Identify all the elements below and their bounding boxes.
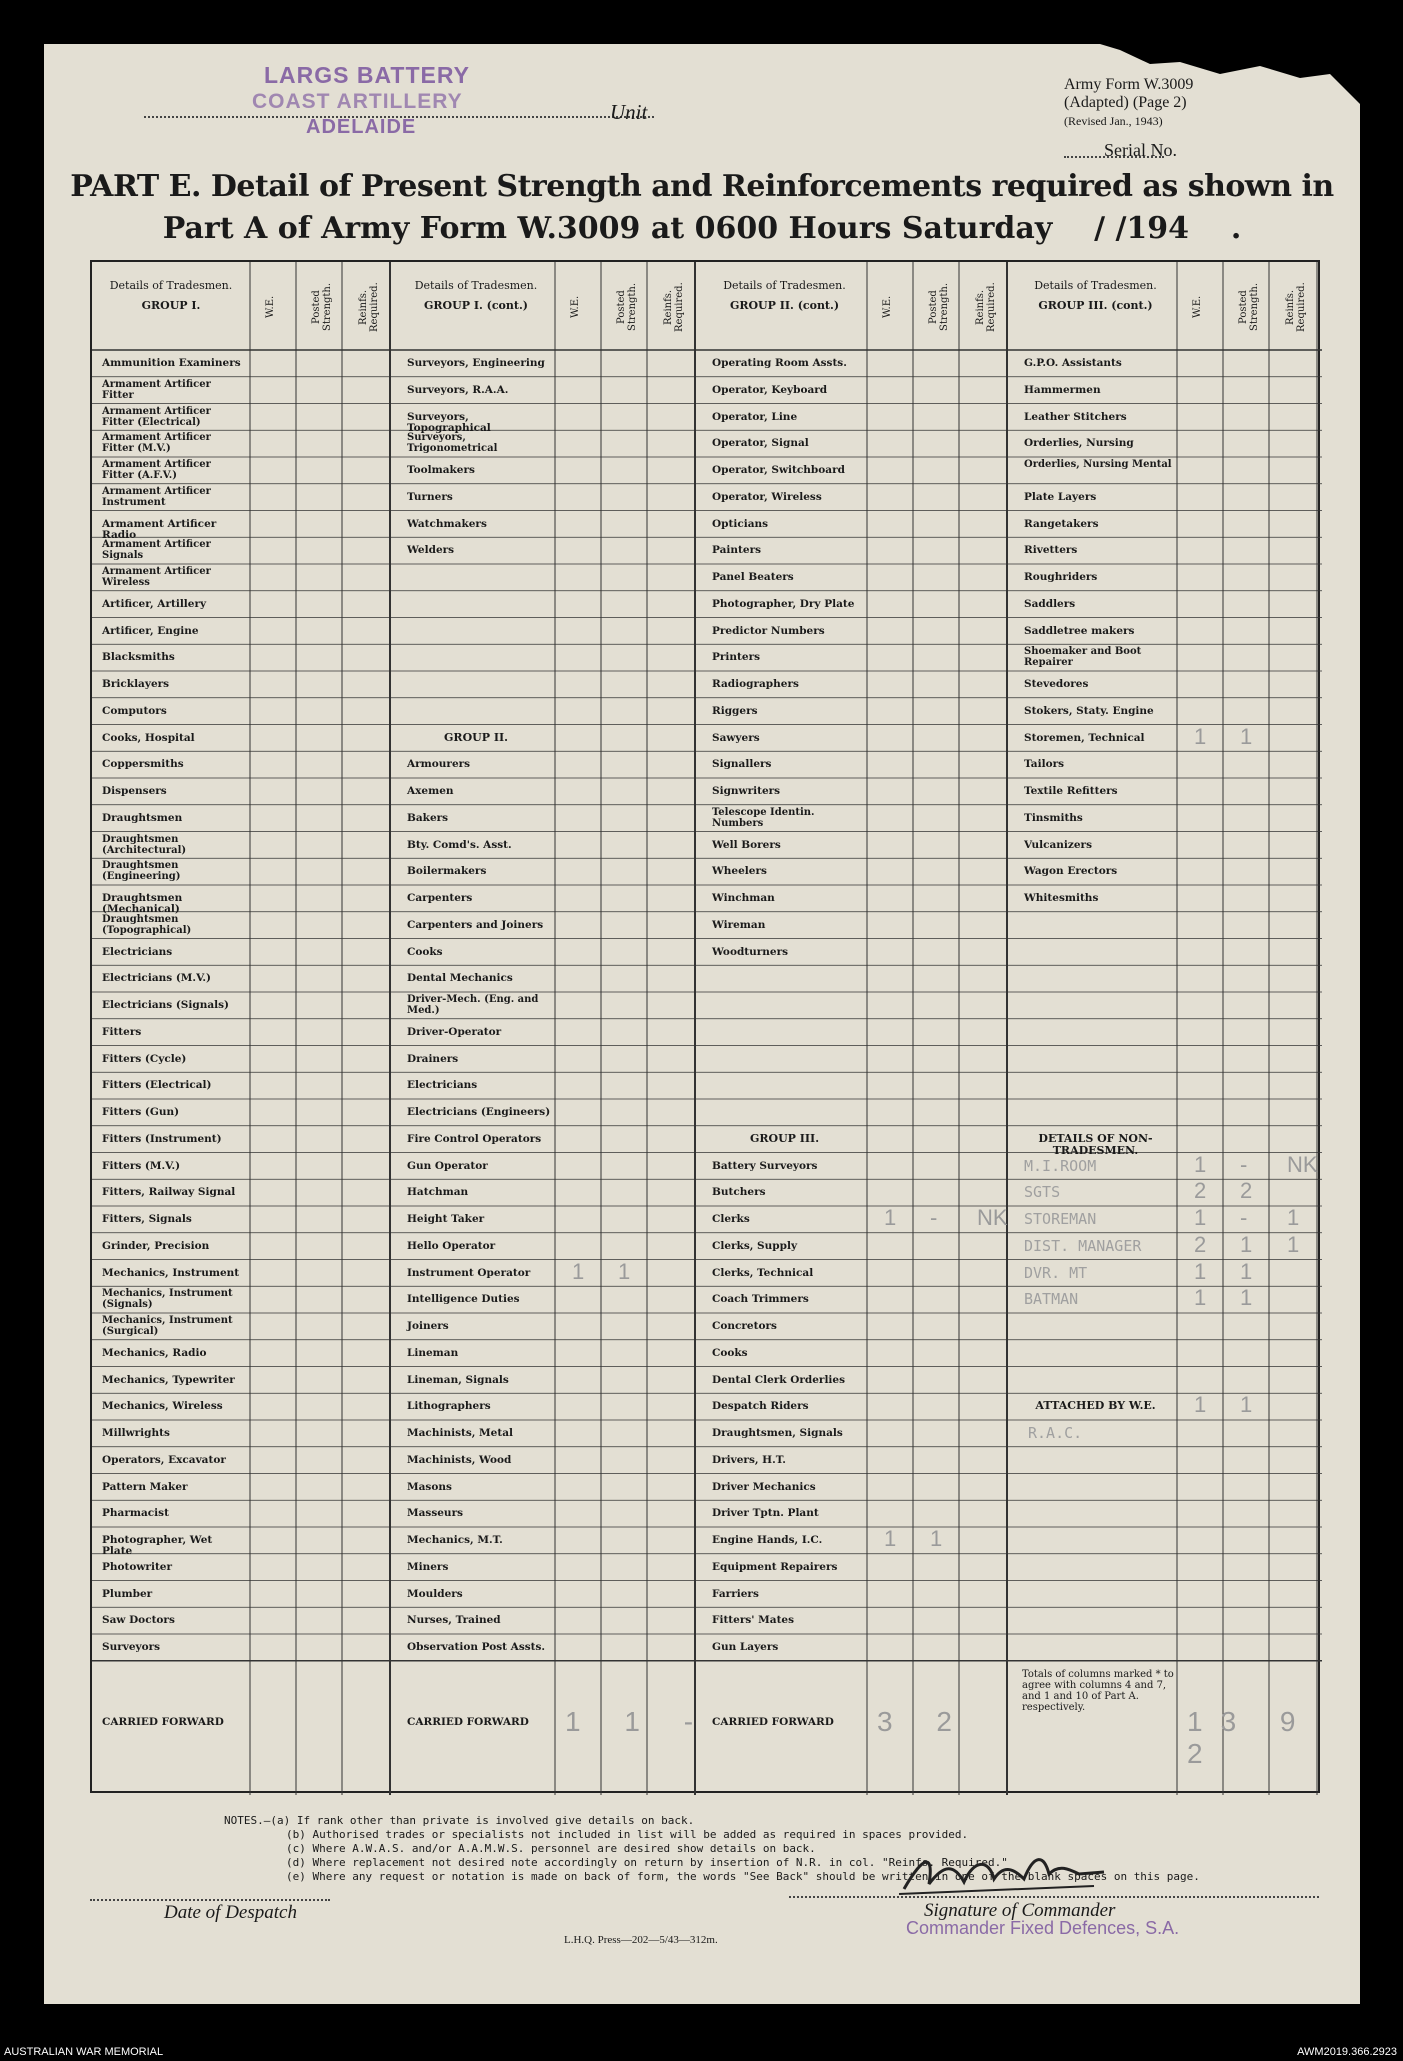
- trade-label: Electricians: [102, 945, 173, 958]
- trade-label: Grinder, Precision: [102, 1239, 210, 1252]
- group-heading: GROUP II.: [444, 730, 508, 744]
- trade-label: Wheelers: [712, 865, 767, 878]
- trade-label: Fitters (M.V.): [102, 1159, 181, 1172]
- handwritten-entry: 1: [1194, 723, 1207, 749]
- column-header-we: W.E.: [570, 295, 581, 319]
- handwritten-entry: 1: [1194, 1285, 1207, 1311]
- trade-label: Artificer, Engine: [102, 624, 199, 637]
- trade-label: Clerks: [712, 1213, 750, 1225]
- handwritten-attached: R.A.C.: [1028, 1424, 1083, 1442]
- handwritten-entry: 1: [1240, 1258, 1253, 1284]
- unit-stamp-line3: ADELAIDE: [306, 116, 417, 138]
- form-ref-line3: (Revised Jan., 1943): [1064, 114, 1163, 128]
- trade-label: Rangetakers: [1024, 517, 1099, 530]
- trade-label: Battery Surveyors: [712, 1159, 818, 1172]
- trade-label: Artificer, Artillery: [102, 597, 207, 610]
- trade-label: Operator, Line: [712, 410, 798, 423]
- column-header-we: W.E.: [265, 295, 276, 319]
- trade-label: Armament Artificer Radio: [102, 517, 217, 541]
- handwritten-entry: NK: [977, 1205, 1008, 1230]
- handwritten-nontradesman: M.I.ROOM: [1024, 1156, 1097, 1175]
- handwritten-entry: 2: [1194, 1231, 1207, 1257]
- trade-label: Draughtsmen (Topographical): [102, 913, 192, 936]
- footer-left: AUSTRALIAN WAR MEMORIAL: [4, 2046, 164, 2058]
- trade-label: Computors: [102, 704, 167, 717]
- trade-label: Surveyors, Trigonometrical: [407, 432, 498, 455]
- trade-label: Cooks: [712, 1346, 748, 1359]
- trade-label: Draughtsmen, Signals: [712, 1427, 843, 1439]
- carried-forward-label: CARRIED FORWARD: [102, 1715, 224, 1728]
- handwritten-entry: 1: [1194, 1151, 1207, 1177]
- trade-label: Plumber: [102, 1587, 153, 1600]
- handwritten-entry: 1: [930, 1526, 943, 1551]
- unit-stamp-line1: LARGS BATTERY: [264, 62, 470, 88]
- unit-label: Unit: [610, 100, 648, 124]
- press-mark: L.H.Q. Press—202—5/43—312m.: [564, 1934, 718, 1946]
- handwritten-nontradesman: STOREMAN: [1024, 1210, 1097, 1228]
- note-e: (e) Where any request or notation is made on back of form, the words "See Back" should be written in one of the blank spaces on this page.: [286, 1870, 1200, 1883]
- trade-label: Watchmakers: [407, 517, 487, 530]
- trade-label: Cooks, Hospital: [102, 731, 195, 744]
- note-a: NOTES.—(a) If rank other than private is involved give details on back.: [224, 1814, 695, 1827]
- trade-label: Photographer, Wet Plate: [102, 1534, 213, 1557]
- trade-label: Coppersmiths: [102, 758, 184, 771]
- trade-label: Ammunition Examiners: [102, 357, 241, 369]
- handwritten-entry: 1: [884, 1205, 897, 1230]
- trade-label: Dental Mechanics: [407, 972, 513, 985]
- title-period: .: [1230, 211, 1242, 246]
- trade-label: Fitters (Gun): [102, 1106, 180, 1118]
- trade-label: Wagon Erectors: [1024, 865, 1118, 878]
- note-c: (c) Where A.W.A.S. and/or A.A.M.W.S. personnel are desired show details on back.: [286, 1842, 816, 1855]
- title-line2-text: Part A of Army Form W.3009 at 0600 Hours Saturday: [162, 211, 1053, 246]
- handwritten-entry: 1: [884, 1526, 897, 1551]
- trade-label: Photowriter: [102, 1560, 173, 1573]
- header-details-text: Details of Tradesmen.: [1034, 279, 1157, 292]
- trade-label: Masseurs: [407, 1507, 464, 1520]
- trade-label: Surveyors: [102, 1641, 161, 1653]
- trade-label: Coach Trimmers: [712, 1293, 809, 1306]
- trade-label: Tailors: [1024, 758, 1065, 771]
- signature-line: [789, 1896, 1319, 1898]
- trade-label: Masons: [407, 1480, 452, 1493]
- trade-label: Photographer, Dry Plate: [712, 597, 855, 610]
- trade-label: Winchman: [712, 892, 775, 904]
- trade-label: Mechanics, Instrument (Signals): [102, 1288, 233, 1311]
- trade-label: Height Taker: [407, 1213, 485, 1225]
- trade-label: Signallers: [712, 758, 772, 771]
- trade-label: Bakers: [407, 811, 449, 824]
- trade-label: Electricians (M.V.): [102, 972, 212, 985]
- trade-label: Engine Hands, I.C.: [712, 1534, 823, 1546]
- trade-label: Mechanics, Wireless: [102, 1400, 223, 1413]
- handwritten-nontradesman: DIST. MANAGER: [1024, 1236, 1142, 1255]
- trade-label: Observation Post Assts.: [407, 1641, 546, 1653]
- commander-signature: [894, 1844, 1114, 1904]
- handwritten-entry: 1: [1240, 723, 1253, 749]
- handwritten-entry: -: [1240, 1205, 1248, 1230]
- trade-label: Armament Artificer Fitter (M.V.): [102, 432, 211, 455]
- form-page: [44, 44, 1360, 2004]
- trade-label: Millwrights: [102, 1427, 170, 1439]
- column-header-details: [92, 280, 250, 312]
- trade-label: Driver Tptn. Plant: [712, 1507, 819, 1520]
- handwritten-carried-forward: 1 1 -: [565, 1705, 712, 1737]
- trade-label: Surveyors, R.A.A.: [407, 383, 509, 396]
- date-of-despatch-label: Date of Despatch: [164, 1902, 297, 1923]
- trade-label: Clerks, Technical: [712, 1266, 814, 1279]
- trade-label: Miners: [407, 1560, 449, 1573]
- trade-label: Intelligence Duties: [407, 1293, 520, 1306]
- handwritten-entry: 1: [1287, 1231, 1300, 1257]
- handwritten-entry: 2: [1194, 1178, 1207, 1204]
- trade-label: Storemen, Technical: [1024, 731, 1145, 744]
- column-header-reinfts: Reinfs. Required.: [358, 282, 380, 332]
- group-heading: ATTACHED BY W.E.: [1035, 1399, 1156, 1413]
- trade-label: Dispensers: [102, 785, 167, 797]
- form-reference: [1064, 76, 1193, 130]
- trade-label: Electricians (Signals): [102, 999, 230, 1011]
- form-ref-line1: Army Form W.3009: [1064, 76, 1194, 93]
- trade-label: Operators, Excavator: [102, 1453, 226, 1466]
- trade-label: Wireman: [712, 918, 766, 931]
- trade-label: Woodturners: [712, 945, 789, 958]
- trade-label: Carpenters and Joiners: [407, 918, 544, 931]
- trade-label: Orderlies, Nursing: [1024, 437, 1134, 450]
- trade-label: Tinsmiths: [1024, 811, 1083, 824]
- trade-label: Roughriders: [1024, 571, 1098, 583]
- trade-label: G.P.O. Assistants: [1024, 357, 1122, 369]
- trade-label: Fitters' Mates: [712, 1614, 795, 1627]
- trade-label: Hello Operator: [407, 1239, 496, 1252]
- handwritten-entry: 1: [1287, 1205, 1300, 1230]
- trade-label: Machinists, Metal: [407, 1427, 513, 1439]
- trade-label: Operator, Switchboard: [712, 464, 845, 476]
- trade-label: Shoemaker and Boot Repairer: [1024, 646, 1142, 669]
- trade-label: Clerks, Supply: [712, 1239, 798, 1252]
- trade-label: Mechanics, Instrument: [102, 1266, 240, 1279]
- trade-label: Draughtsmen (Architectural): [102, 833, 187, 856]
- form-ref-line2: (Adapted) (Page 2): [1064, 94, 1187, 111]
- handwritten-entry: 1: [1194, 1392, 1207, 1418]
- trade-label: Operator, Wireless: [712, 490, 822, 503]
- trade-label: Stevedores: [1024, 678, 1089, 690]
- trade-label: Opticians: [712, 517, 769, 530]
- trade-label: Drivers, H.T.: [712, 1453, 786, 1466]
- trade-label: Operating Room Assts.: [712, 357, 847, 369]
- trade-label: Fire Control Operators: [407, 1132, 542, 1145]
- trade-label: Armament Artificer Fitter (A.F.V.): [102, 459, 211, 481]
- group-heading: DETAILS OF NON-TRADESMEN.: [1038, 1131, 1153, 1157]
- title-date: / /194: [1094, 211, 1190, 246]
- trade-label: Gun Operator: [407, 1159, 488, 1172]
- trade-label: Armament Artificer Wireless: [102, 566, 211, 588]
- strength-table: [90, 260, 1320, 1793]
- trade-label: Draughtsmen (Mechanical): [102, 892, 183, 915]
- trade-label: Well Borers: [712, 838, 781, 851]
- trade-label: Saddlers: [1024, 597, 1076, 610]
- trade-label: Hammermen: [1024, 383, 1101, 396]
- trade-label: Fitters (Electrical): [102, 1079, 212, 1092]
- trade-label: Blacksmiths: [102, 651, 175, 664]
- trade-label: Fitters (Instrument): [102, 1132, 222, 1145]
- carried-forward-label: CARRIED FORWARD: [407, 1715, 529, 1728]
- handwritten-entry: 2: [1240, 1178, 1253, 1204]
- handwritten-carried-forward: 13 9 2: [1187, 1705, 1314, 1769]
- totals-note: Totals of columns marked * to agree with columns 4 and 7, and 1 and 10 of Part A. respectively.: [1022, 1668, 1174, 1713]
- header-details-text: Details of Tradesmen.: [723, 279, 846, 292]
- serial-label: Serial No.: [1104, 140, 1177, 160]
- note-b: (b) Authorised trades or specialists not included in list will be added as required in spaces provided.: [286, 1828, 969, 1841]
- trade-label: Textile Refitters: [1024, 785, 1118, 797]
- header-group-text: GROUP I.: [141, 299, 201, 312]
- trade-label: Plate Layers: [1024, 490, 1097, 503]
- trade-label: Surveyors, Engineering: [407, 357, 545, 369]
- trade-label: Driver-Operator: [407, 1025, 502, 1038]
- handwritten-nontradesman: SGTS: [1024, 1183, 1061, 1202]
- column-header-reinfts: Reinfs. Required.: [1285, 282, 1307, 332]
- header-group-text: GROUP III. (cont.): [1038, 299, 1153, 312]
- trade-label: Toolmakers: [407, 464, 475, 476]
- trade-label: Vulcanizers: [1024, 838, 1093, 851]
- column-header-reinfts: Reinfs. Required.: [663, 282, 685, 332]
- trade-label: Dental Clerk Orderlies: [712, 1373, 846, 1386]
- trade-label: Radiographers: [712, 678, 799, 690]
- trade-label: Saddletree makers: [1024, 624, 1135, 637]
- trade-label: Farriers: [712, 1587, 759, 1600]
- column-header-details: [1014, 280, 1177, 312]
- group-heading: GROUP III.: [749, 1131, 820, 1145]
- header-group-text: GROUP II. (cont.): [729, 299, 840, 312]
- trade-label: Hatchman: [407, 1186, 469, 1199]
- trade-label: Driver Mechanics: [712, 1480, 816, 1493]
- trade-label: Moulders: [407, 1587, 463, 1600]
- trade-label: Operator, Signal: [712, 437, 809, 450]
- handwritten-entry: -: [1240, 1151, 1248, 1177]
- trade-label: Fitters (Cycle): [102, 1052, 187, 1065]
- trade-label: Armament Artificer Fitter: [102, 378, 211, 401]
- handwritten-entry: 1: [1194, 1205, 1207, 1230]
- trade-label: Driver-Mech. (Eng. and Med.): [407, 994, 539, 1016]
- handwritten-entry: 1: [618, 1258, 631, 1284]
- trade-label: Leather Stitchers: [1024, 410, 1127, 423]
- trade-label: Machinists, Wood: [407, 1453, 512, 1466]
- trade-label: Boilermakers: [407, 865, 487, 878]
- column-header-details: [702, 280, 867, 312]
- footer-right: AWM2019.366.2923: [1297, 2046, 1397, 2058]
- trade-label: Orderlies, Nursing Mental: [1024, 459, 1172, 470]
- trade-label: Armament Artificer Instrument: [102, 485, 211, 508]
- handwritten-nontradesman: DVR. MT: [1024, 1263, 1088, 1282]
- page-title: [44, 166, 1360, 250]
- trade-label: Electricians (Engineers): [407, 1106, 551, 1118]
- trade-label: Stokers, Staty. Engine: [1024, 704, 1154, 717]
- trade-label: Armourers: [407, 758, 471, 771]
- trade-label: Fitters: [102, 1025, 142, 1038]
- column-header-details: [397, 280, 555, 312]
- handwritten-entry: 1: [1240, 1392, 1253, 1418]
- trade-label: Saw Doctors: [102, 1614, 175, 1627]
- trade-label: Instrument Operator: [407, 1266, 531, 1279]
- trade-label: Concretors: [712, 1320, 777, 1332]
- trade-label: Mechanics, M.T.: [407, 1534, 503, 1546]
- trade-label: Sawyers: [712, 731, 760, 744]
- handwritten-entry: -: [930, 1205, 938, 1230]
- handwritten-entry: 1: [1240, 1285, 1253, 1311]
- unit-line: [144, 116, 654, 118]
- column-header-reinfts: Reinfs. Required.: [975, 282, 997, 332]
- handwritten-nontradesman: BATMAN: [1024, 1290, 1079, 1309]
- handwritten-entry: NK: [1287, 1151, 1318, 1177]
- trade-label: Bricklayers: [102, 678, 170, 690]
- trade-label: Pharmacist: [102, 1507, 169, 1520]
- handwritten-entry: 1: [1194, 1258, 1207, 1284]
- trade-label: Telescope Identin. Numbers: [712, 806, 815, 829]
- handwritten-entry: 1: [1240, 1231, 1253, 1257]
- trade-label: Fitters, Signals: [102, 1213, 192, 1225]
- trade-label: Surveyors, Topographical: [407, 410, 491, 434]
- signature-label: Signature of Commander: [924, 1900, 1116, 1921]
- trade-label: Carpenters: [407, 892, 473, 904]
- column-header-we: W.E.: [1192, 295, 1203, 319]
- trade-label: Electricians: [407, 1079, 478, 1092]
- trade-label: Bty. Comd's. Asst.: [407, 838, 512, 851]
- trade-label: Draughtsmen (Engineering): [102, 860, 181, 883]
- trade-label: Armament Artificer Signals: [102, 539, 211, 562]
- title-line2: [44, 208, 1360, 250]
- trade-label: Nurses, Trained: [407, 1614, 501, 1627]
- unit-stamp-line2: COAST ARTILLERY: [252, 90, 463, 113]
- trade-label: Panel Beaters: [712, 571, 794, 583]
- trade-label: Lineman, Signals: [407, 1373, 509, 1386]
- trade-label: Lithographers: [407, 1400, 491, 1413]
- header-group-text: GROUP I. (cont.): [424, 299, 528, 312]
- column-header-posted: Posted Strength.: [616, 282, 638, 332]
- trade-label: Predictor Numbers: [712, 624, 825, 637]
- trade-label: Joiners: [407, 1320, 449, 1332]
- column-header-we: W.E.: [882, 295, 893, 319]
- trade-label: Riggers: [712, 704, 758, 717]
- trade-label: Mechanics, Typewriter: [102, 1373, 235, 1386]
- column-header-posted: Posted Strength.: [311, 282, 333, 332]
- header-details-text: Details of Tradesmen.: [414, 279, 538, 292]
- handwritten-entry: 1: [572, 1258, 585, 1284]
- trade-label: Mechanics, Instrument (Surgical): [102, 1315, 233, 1337]
- trade-label: Pattern Maker: [102, 1480, 188, 1493]
- trade-label: Signwriters: [712, 785, 781, 797]
- trade-label: Painters: [712, 544, 762, 557]
- trade-label: Rivetters: [1024, 544, 1078, 557]
- title-line1: PART E. Detail of Present Strength and Reinforcements required as shown in: [70, 169, 1334, 204]
- trade-label: Draughtsmen: [102, 811, 183, 824]
- trade-label: Axemen: [407, 785, 454, 797]
- trade-label: Welders: [407, 544, 455, 557]
- commander-stamp: Commander Fixed Defences, S.A.: [906, 1918, 1180, 1938]
- note-d: (d) Where replacement not desired note accordingly on return by insertion of N.R. in col. "Reinfs. Required.": [286, 1856, 1008, 1869]
- column-header-posted: Posted Strength.: [928, 282, 950, 332]
- column-header-posted: Posted Strength.: [1238, 282, 1260, 332]
- trade-label: Printers: [712, 651, 761, 664]
- despatch-line: [90, 1899, 330, 1901]
- trade-label: Equipment Repairers: [712, 1560, 838, 1573]
- carried-forward-label: CARRIED FORWARD: [712, 1715, 834, 1728]
- trade-label: Turners: [407, 490, 453, 503]
- header-details-text: Details of Tradesmen.: [109, 279, 233, 292]
- trade-label: Gun Layers: [712, 1641, 779, 1653]
- trade-label: Despatch Riders: [712, 1400, 809, 1413]
- trade-label: Drainers: [407, 1052, 459, 1065]
- trade-label: Operator, Keyboard: [712, 383, 828, 396]
- trade-label: Fitters, Railway Signal: [102, 1186, 236, 1199]
- trade-label: Lineman: [407, 1346, 459, 1359]
- trade-label: Butchers: [712, 1186, 766, 1199]
- trade-label: Cooks: [407, 945, 443, 958]
- handwritten-carried-forward: 3 2: [877, 1705, 970, 1737]
- trade-label: Mechanics, Radio: [102, 1346, 207, 1359]
- trade-label: Armament Artificer Fitter (Electrical): [102, 405, 211, 428]
- trade-label: Whitesmiths: [1024, 892, 1099, 904]
